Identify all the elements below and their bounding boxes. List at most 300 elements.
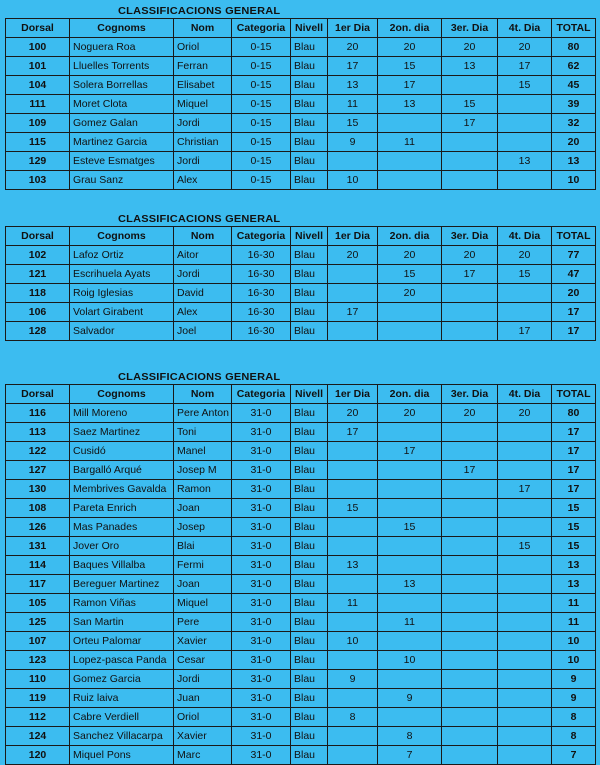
cell-dorsal: 100 (6, 38, 70, 57)
cell-dia2: 20 (378, 38, 442, 57)
cell-dia4: 17 (498, 57, 552, 76)
table-row (6, 114, 596, 133)
cell-dia2: 15 (378, 518, 442, 537)
cell-nivell: Blau (291, 651, 328, 670)
cell-dia1: 11 (328, 594, 378, 613)
cell-dia3: 20 (442, 246, 498, 265)
cell-dia3 (442, 518, 498, 537)
cell-nivell: Blau (291, 480, 328, 499)
cell-dia2 (378, 171, 442, 190)
section-3 (5, 370, 595, 765)
cell-nom: Christian (174, 133, 232, 152)
cell-dia2 (378, 114, 442, 133)
cell-categoria: 31-0 (232, 727, 291, 746)
cell-categoria: 31-0 (232, 480, 291, 499)
cell-dia3 (442, 133, 498, 152)
cell-dia1: 15 (328, 499, 378, 518)
cell-dia2: 13 (378, 95, 442, 114)
cell-total: 15 (552, 518, 596, 537)
cell-nivell: Blau (291, 575, 328, 594)
cell-nom: Joan (174, 575, 232, 594)
cell-categoria: 31-0 (232, 708, 291, 727)
table-row (6, 442, 596, 461)
cell-categoria: 31-0 (232, 575, 291, 594)
cell-cognoms: Membrives Gavalda (70, 480, 174, 499)
cell-cognoms: Cusidó (70, 442, 174, 461)
cell-dia3 (442, 575, 498, 594)
cell-dia2 (378, 152, 442, 171)
cell-total: 32 (552, 114, 596, 133)
cell-nivell: Blau (291, 303, 328, 322)
cell-dia4 (498, 632, 552, 651)
table-row (6, 746, 596, 765)
cell-dia4 (498, 670, 552, 689)
cell-nivell: Blau (291, 727, 328, 746)
section-1 (5, 4, 595, 190)
cell-dia3 (442, 708, 498, 727)
header-cognoms: Cognoms (70, 385, 174, 404)
cell-dorsal: 105 (6, 594, 70, 613)
table-row (6, 171, 596, 190)
cell-categoria: 31-0 (232, 404, 291, 423)
cell-dorsal: 107 (6, 632, 70, 651)
cell-dia2: 9 (378, 689, 442, 708)
table-row (6, 95, 596, 114)
cell-dorsal: 124 (6, 727, 70, 746)
section-2 (5, 212, 595, 341)
cell-dorsal: 127 (6, 461, 70, 480)
cell-dia4: 20 (498, 246, 552, 265)
cell-categoria: 31-0 (232, 613, 291, 632)
cell-categoria: 31-0 (232, 689, 291, 708)
header-total: TOTAL (552, 19, 596, 38)
cell-categoria: 16-30 (232, 303, 291, 322)
cell-dia1: 9 (328, 133, 378, 152)
cell-dia2 (378, 423, 442, 442)
header-categoria: Categoria (232, 227, 291, 246)
cell-dia2 (378, 708, 442, 727)
cell-dorsal: 113 (6, 423, 70, 442)
cell-dorsal: 104 (6, 76, 70, 95)
cell-categoria: 0-15 (232, 57, 291, 76)
cell-dorsal: 106 (6, 303, 70, 322)
cell-dia4: 15 (498, 76, 552, 95)
table-row (6, 57, 596, 76)
cell-dia2: 20 (378, 246, 442, 265)
cell-dia1: 17 (328, 303, 378, 322)
cell-total: 9 (552, 689, 596, 708)
cell-dia3: 20 (442, 38, 498, 57)
cell-total: 17 (552, 423, 596, 442)
cell-dia1 (328, 265, 378, 284)
cell-dia2 (378, 461, 442, 480)
table-row (6, 708, 596, 727)
cell-dia3 (442, 746, 498, 765)
cell-categoria: 0-15 (232, 76, 291, 95)
cell-categoria: 31-0 (232, 461, 291, 480)
table-header-row (6, 19, 596, 38)
cell-nom: Manel (174, 442, 232, 461)
table-row (6, 727, 596, 746)
cell-dia2 (378, 499, 442, 518)
cell-total: 45 (552, 76, 596, 95)
cell-dia2 (378, 632, 442, 651)
cell-categoria: 31-0 (232, 442, 291, 461)
cell-dia4 (498, 284, 552, 303)
cell-dorsal: 118 (6, 284, 70, 303)
header-nom: Nom (174, 385, 232, 404)
cell-categoria: 31-0 (232, 651, 291, 670)
cell-nivell: Blau (291, 95, 328, 114)
cell-nivell: Blau (291, 284, 328, 303)
cell-cognoms: Esteve Esmatges (70, 152, 174, 171)
cell-total: 20 (552, 284, 596, 303)
cell-nivell: Blau (291, 613, 328, 632)
cell-total: 10 (552, 632, 596, 651)
cell-total: 9 (552, 670, 596, 689)
table-row (6, 76, 596, 95)
table-row (6, 689, 596, 708)
cell-total: 77 (552, 246, 596, 265)
cell-nom: Cesar (174, 651, 232, 670)
cell-dia4: 20 (498, 404, 552, 423)
cell-dorsal: 120 (6, 746, 70, 765)
header-dia1: 1er Dia (328, 19, 378, 38)
cell-dia2: 10 (378, 651, 442, 670)
cell-dia2: 11 (378, 613, 442, 632)
header-dorsal: Dorsal (6, 385, 70, 404)
cell-cognoms: Salvador (70, 322, 174, 341)
table-row (6, 461, 596, 480)
cell-dia1: 11 (328, 95, 378, 114)
cell-dia1: 17 (328, 423, 378, 442)
cell-dia4 (498, 518, 552, 537)
table-row (6, 499, 596, 518)
table-row (6, 632, 596, 651)
cell-nom: Marc (174, 746, 232, 765)
cell-dia1: 9 (328, 670, 378, 689)
cell-dia1 (328, 152, 378, 171)
cell-dia3 (442, 284, 498, 303)
cell-dorsal: 103 (6, 171, 70, 190)
table-row (6, 152, 596, 171)
header-dia2: 2on. dia (378, 385, 442, 404)
cell-nom: Elisabet (174, 76, 232, 95)
cell-dia2 (378, 556, 442, 575)
cell-dia1 (328, 461, 378, 480)
cell-total: 11 (552, 594, 596, 613)
cell-dorsal: 128 (6, 322, 70, 341)
cell-categoria: 31-0 (232, 594, 291, 613)
cell-categoria: 0-15 (232, 95, 291, 114)
cell-categoria: 31-0 (232, 746, 291, 765)
cell-total: 15 (552, 537, 596, 556)
cell-dia4 (498, 499, 552, 518)
cell-dia1: 13 (328, 556, 378, 575)
cell-nivell: Blau (291, 423, 328, 442)
cell-cognoms: Pareta Enrich (70, 499, 174, 518)
cell-categoria: 31-0 (232, 518, 291, 537)
cell-categoria: 31-0 (232, 537, 291, 556)
cell-dia2 (378, 480, 442, 499)
table-row (6, 556, 596, 575)
cell-nom: Juan (174, 689, 232, 708)
table-row (6, 133, 596, 152)
cell-dia1 (328, 284, 378, 303)
cell-categoria: 16-30 (232, 265, 291, 284)
cell-dia4: 17 (498, 480, 552, 499)
cell-dia2: 17 (378, 76, 442, 95)
header-dia3: 3er. Dia (442, 19, 498, 38)
cell-dia3 (442, 651, 498, 670)
header-dia2: 2on. dia (378, 227, 442, 246)
header-cognoms: Cognoms (70, 19, 174, 38)
cell-categoria: 16-30 (232, 322, 291, 341)
cell-dorsal: 115 (6, 133, 70, 152)
cell-nom: Jordi (174, 114, 232, 133)
cell-total: 17 (552, 461, 596, 480)
table-header-row (6, 385, 596, 404)
cell-dia4 (498, 556, 552, 575)
cell-dia4 (498, 613, 552, 632)
cell-dia4: 17 (498, 322, 552, 341)
cell-dia2: 11 (378, 133, 442, 152)
cell-cognoms: Gomez Galan (70, 114, 174, 133)
table-row (6, 322, 596, 341)
cell-dia1: 20 (328, 404, 378, 423)
table-row (6, 670, 596, 689)
header-dia2: 2on. dia (378, 19, 442, 38)
cell-total: 17 (552, 303, 596, 322)
cell-dorsal: 101 (6, 57, 70, 76)
cell-cognoms: Mas Panades (70, 518, 174, 537)
cell-nivell: Blau (291, 689, 328, 708)
cell-nom: Alex (174, 303, 232, 322)
cell-cognoms: Martinez Garcia (70, 133, 174, 152)
cell-dia2: 20 (378, 404, 442, 423)
table-row (6, 246, 596, 265)
cell-dia1 (328, 480, 378, 499)
cell-nom: Ramon (174, 480, 232, 499)
cell-total: 8 (552, 708, 596, 727)
cell-total: 17 (552, 322, 596, 341)
cell-nom: Ferran (174, 57, 232, 76)
cell-dia4 (498, 746, 552, 765)
cell-nivell: Blau (291, 57, 328, 76)
cell-nom: Aitor (174, 246, 232, 265)
cell-nom: Pere Anton (174, 404, 232, 423)
cell-cognoms: Miquel Pons (70, 746, 174, 765)
cell-nivell: Blau (291, 518, 328, 537)
cell-cognoms: San Martin (70, 613, 174, 632)
cell-dia4 (498, 114, 552, 133)
cell-dia3: 17 (442, 265, 498, 284)
header-dia1: 1er Dia (328, 227, 378, 246)
cell-cognoms: Ramon Viñas (70, 594, 174, 613)
cell-dia4 (498, 303, 552, 322)
cell-dia4 (498, 727, 552, 746)
cell-nivell: Blau (291, 556, 328, 575)
table-row (6, 594, 596, 613)
cell-categoria: 0-15 (232, 38, 291, 57)
cell-dia2: 20 (378, 284, 442, 303)
table-row (6, 575, 596, 594)
section-title: CLASSIFICACIONS GENERAL (118, 213, 281, 225)
header-dia4: 4t. Dia (498, 19, 552, 38)
cell-dorsal: 131 (6, 537, 70, 556)
cell-nom: Miquel (174, 95, 232, 114)
header-dorsal: Dorsal (6, 19, 70, 38)
cell-dia2 (378, 303, 442, 322)
cell-dorsal: 116 (6, 404, 70, 423)
cell-dorsal: 121 (6, 265, 70, 284)
cell-categoria: 31-0 (232, 499, 291, 518)
cell-dia4 (498, 442, 552, 461)
cell-dia1 (328, 613, 378, 632)
cell-nom: Xavier (174, 632, 232, 651)
cell-nom: Jordi (174, 670, 232, 689)
cell-dorsal: 112 (6, 708, 70, 727)
cell-cognoms: Mill Moreno (70, 404, 174, 423)
table-row (6, 480, 596, 499)
cell-dorsal: 126 (6, 518, 70, 537)
cell-dia1: 13 (328, 76, 378, 95)
cell-nom: Josep (174, 518, 232, 537)
table-row (6, 518, 596, 537)
cell-dia1: 20 (328, 246, 378, 265)
header-cognoms: Cognoms (70, 227, 174, 246)
cell-total: 62 (552, 57, 596, 76)
cell-dia4 (498, 594, 552, 613)
cell-nivell: Blau (291, 746, 328, 765)
table-row (6, 303, 596, 322)
cell-cognoms: Baques Villalba (70, 556, 174, 575)
cell-dia3: 17 (442, 114, 498, 133)
cell-nivell: Blau (291, 632, 328, 651)
cell-nom: Oriol (174, 708, 232, 727)
cell-dorsal: 125 (6, 613, 70, 632)
cell-categoria: 16-30 (232, 284, 291, 303)
header-categoria: Categoria (232, 19, 291, 38)
table-row (6, 38, 596, 57)
cell-categoria: 31-0 (232, 670, 291, 689)
cell-nivell: Blau (291, 76, 328, 95)
cell-cognoms: Lopez-pasca Panda (70, 651, 174, 670)
cell-dia2: 13 (378, 575, 442, 594)
cell-dia4 (498, 575, 552, 594)
cell-categoria: 31-0 (232, 423, 291, 442)
header-dorsal: Dorsal (6, 227, 70, 246)
cell-nivell: Blau (291, 708, 328, 727)
cell-total: 8 (552, 727, 596, 746)
cell-dorsal: 114 (6, 556, 70, 575)
cell-dia1: 20 (328, 38, 378, 57)
cell-nom: Josep M (174, 461, 232, 480)
cell-dia1: 15 (328, 114, 378, 133)
cell-nivell: Blau (291, 404, 328, 423)
cell-nom: Jordi (174, 152, 232, 171)
table-row (6, 613, 596, 632)
cell-dorsal: 117 (6, 575, 70, 594)
cell-dia3 (442, 303, 498, 322)
cell-dia3 (442, 689, 498, 708)
cell-dorsal: 123 (6, 651, 70, 670)
cell-nivell: Blau (291, 38, 328, 57)
cell-nivell: Blau (291, 246, 328, 265)
cell-dia4: 13 (498, 152, 552, 171)
cell-dia2: 17 (378, 442, 442, 461)
cell-total: 20 (552, 133, 596, 152)
cell-nivell: Blau (291, 499, 328, 518)
cell-dia4 (498, 95, 552, 114)
cell-nivell: Blau (291, 322, 328, 341)
cell-nom: Miquel (174, 594, 232, 613)
cell-dia1: 17 (328, 57, 378, 76)
cell-dia2 (378, 594, 442, 613)
cell-dia3 (442, 632, 498, 651)
cell-cognoms: Lafoz Ortiz (70, 246, 174, 265)
results-table (5, 384, 596, 765)
cell-dia1 (328, 442, 378, 461)
cell-total: 15 (552, 499, 596, 518)
header-nivell: Nivell (291, 227, 328, 246)
table-row (6, 265, 596, 284)
cell-dia2: 7 (378, 746, 442, 765)
cell-cognoms: Orteu Palomar (70, 632, 174, 651)
cell-dia2 (378, 670, 442, 689)
cell-dia1 (328, 727, 378, 746)
cell-nom: David (174, 284, 232, 303)
cell-total: 47 (552, 265, 596, 284)
header-total: TOTAL (552, 227, 596, 246)
cell-dia3 (442, 594, 498, 613)
cell-total: 10 (552, 171, 596, 190)
cell-total: 13 (552, 575, 596, 594)
cell-nivell: Blau (291, 442, 328, 461)
cell-dia2 (378, 322, 442, 341)
cell-dorsal: 129 (6, 152, 70, 171)
cell-cognoms: Roig Iglesias (70, 284, 174, 303)
cell-nivell: Blau (291, 265, 328, 284)
cell-dia3: 15 (442, 95, 498, 114)
header-dia4: 4t. Dia (498, 227, 552, 246)
cell-nom: Xavier (174, 727, 232, 746)
cell-dia4: 20 (498, 38, 552, 57)
cell-nivell: Blau (291, 171, 328, 190)
header-categoria: Categoria (232, 385, 291, 404)
header-nivell: Nivell (291, 19, 328, 38)
cell-cognoms: Solera Borrellas (70, 76, 174, 95)
cell-total: 17 (552, 480, 596, 499)
cell-total: 7 (552, 746, 596, 765)
cell-dia3 (442, 537, 498, 556)
cell-nom: Pere (174, 613, 232, 632)
header-dia3: 3er. Dia (442, 227, 498, 246)
cell-dia3 (442, 727, 498, 746)
results-table (5, 18, 596, 190)
cell-dia2: 8 (378, 727, 442, 746)
cell-total: 13 (552, 556, 596, 575)
cell-cognoms: Jover Oro (70, 537, 174, 556)
cell-dia3: 20 (442, 404, 498, 423)
cell-dia1 (328, 537, 378, 556)
cell-categoria: 31-0 (232, 556, 291, 575)
cell-total: 10 (552, 651, 596, 670)
cell-dia4: 15 (498, 265, 552, 284)
section-title: CLASSIFICACIONS GENERAL (118, 5, 281, 17)
cell-dia4: 15 (498, 537, 552, 556)
cell-dia4 (498, 171, 552, 190)
